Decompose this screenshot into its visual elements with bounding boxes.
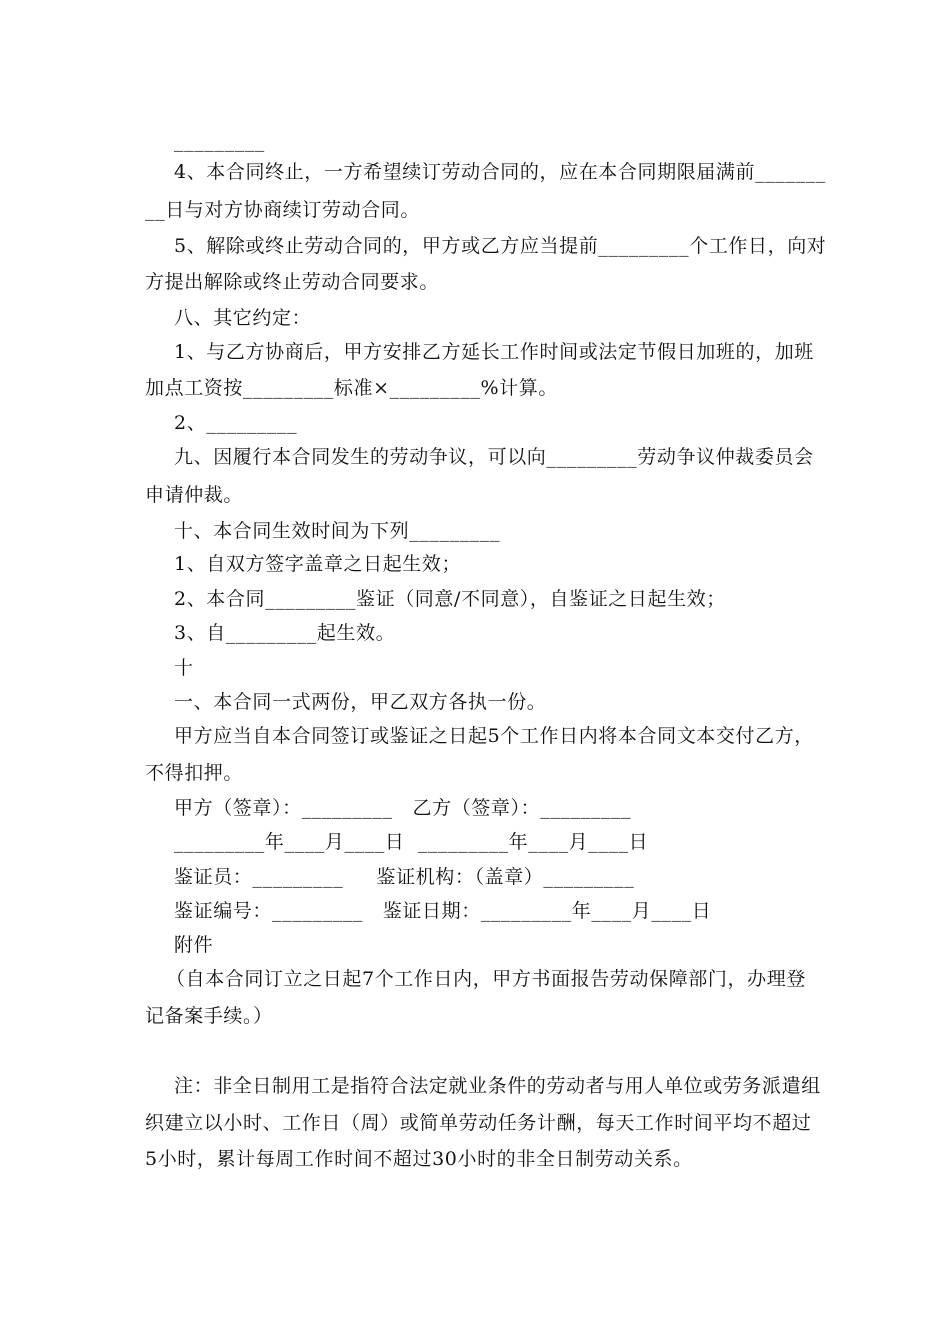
signature-line: 鉴证员：_________ 鉴证机构：（盖章）_________ bbox=[174, 866, 635, 888]
text-line: __日与对方协商续订劳动合同。 bbox=[145, 199, 421, 221]
text-line: 1、与乙方协商后，甲方安排乙方延长工作时间或法定节假日加班的，加班 bbox=[174, 341, 814, 363]
attachment-heading: 附件 bbox=[174, 934, 214, 956]
note-line: 注：非全日制用工是指符合法定就业条件的劳动者与用人单位或劳务派遣组 bbox=[174, 1075, 821, 1097]
text-line: 申请仲裁。 bbox=[145, 484, 244, 506]
text-line: 4、本合同终止，一方希望续订劳动合同的，应在本合同期限届满前_______ bbox=[174, 161, 826, 183]
date-line: _________年____月____日 _________年____月____日 bbox=[174, 831, 649, 853]
text-line: 甲方应当自本合同签订或鉴证之日起5个工作日内将本合同文本交付乙方， bbox=[174, 725, 814, 747]
note-line: 织建立以小时、工作日（周）或简单劳动任务计酬，每天工作时间平均不超过 bbox=[145, 1112, 812, 1134]
text-line: _________ bbox=[174, 130, 265, 152]
text-line: 一、本合同一式两份，甲乙双方各执一份。 bbox=[174, 691, 547, 713]
section-heading: 十 bbox=[174, 657, 194, 679]
text-line: 3、自_________起生效。 bbox=[174, 622, 396, 644]
text-line: 加点工资按_________标准×_________%计算。 bbox=[145, 377, 558, 399]
text-line: 2、本合同_________鉴证（同意/不同意），自鉴证之日起生效； bbox=[174, 588, 726, 610]
text-line: 记备案手续。） bbox=[145, 1005, 273, 1027]
signature-line: 鉴证编号：_________ 鉴证日期：_________年____月____日 bbox=[174, 900, 712, 922]
text-line: 5、解除或终止劳动合同的，甲方或乙方应当提前_________个工作日，向对 bbox=[174, 235, 827, 257]
text-line: （自本合同订立之日起7个工作日内，甲方书面报告劳动保障部门，办理登 bbox=[166, 968, 806, 990]
section-heading: 八、其它约定： bbox=[174, 307, 312, 329]
text-line: 不得扣押。 bbox=[145, 762, 244, 784]
signature-line: 甲方（签章）：_________ 乙方（签章）：_________ bbox=[174, 797, 632, 819]
text-line: 2、_________ bbox=[174, 412, 298, 434]
text-line: 九、因履行本合同发生的劳动争议，可以向_________劳动争议仲裁委员会 bbox=[174, 446, 814, 468]
section-heading: 十、本合同生效时间为下列_________ bbox=[174, 520, 501, 542]
text-line: 1、自双方签字盖章之日起生效； bbox=[174, 553, 462, 575]
note-line: 5小时，累计每周工作时间不超过30小时的非全日制劳动关系。 bbox=[145, 1148, 693, 1170]
text-line: 方提出解除或终止劳动合同要求。 bbox=[145, 271, 440, 293]
